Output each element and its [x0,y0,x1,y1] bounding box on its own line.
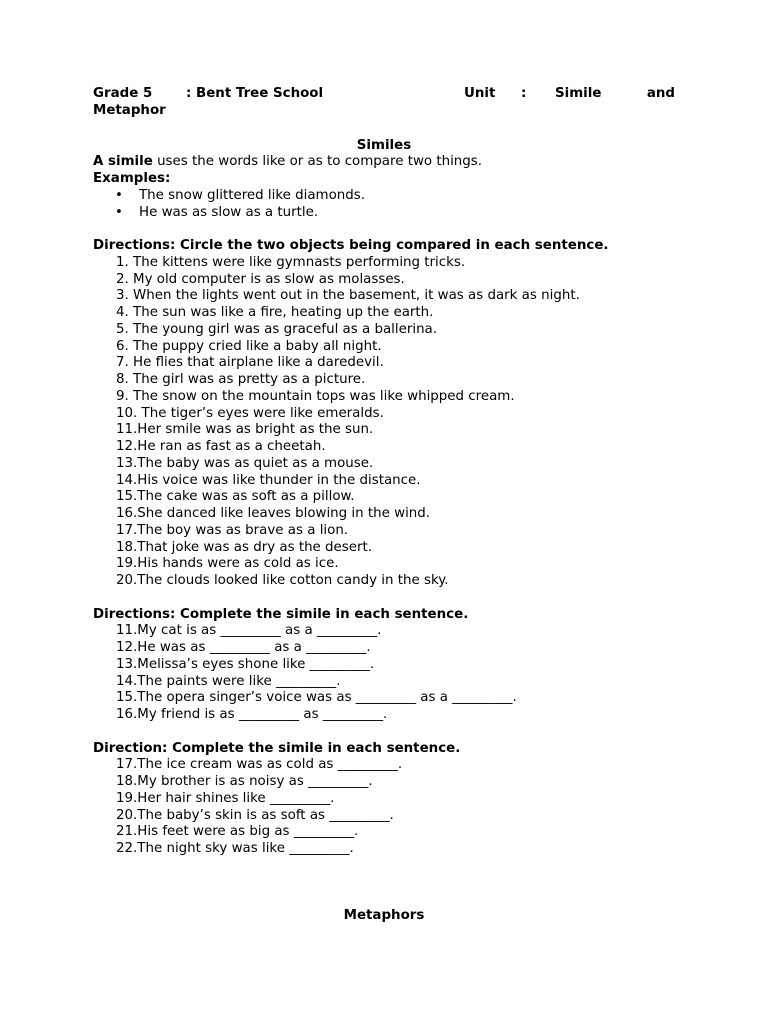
example-text: The snow glittered like diamonds. [139,187,366,203]
directions-complete-2: Direction: Complete the simile in each sentence. [93,740,461,756]
bullet-icon: • [115,204,123,220]
list-item: 13.The baby was as quiet as a mouse. [116,455,374,471]
list-item: 13.Melissa’s eyes shone like _________. [116,656,375,672]
similes-heading: Similes [356,137,412,153]
school-name: : Bent Tree School [186,86,324,101]
example-text: He was as slow as a turtle. [139,204,319,220]
list-item: 16.She danced like leaves blowing in the wind. [116,506,431,521]
list-item: 20.The clouds looked like cotton candy in the sky. [116,573,449,588]
unit-title-word-3: Metaphor [93,102,166,118]
list-item: 18.My brother is as noisy as _________. [116,774,373,789]
simile-definition-term: A simile [93,154,153,170]
list-item: 6. The puppy cried like a baby all night. [116,338,382,354]
list-item: 16.My friend is as _________ as _________. [116,707,388,722]
metaphors-heading: Metaphors [343,907,425,923]
header-line [93,86,675,103]
examples-label: Examples: [93,171,171,186]
list-item: 3. When the lights went out in the basement, it was as dark as night. [116,288,580,304]
bullet-icon: • [115,187,123,203]
unit-title-word-2: and [646,86,675,101]
list-item: 12.He ran as fast as a cheetah. [116,439,326,454]
list-item: 17.The ice cream was as cold as _________. [116,757,403,773]
list-item: 9. The snow on the mountain tops was like whipped cream. [116,388,515,404]
example-item [93,188,675,205]
list-item: 19.Her hair shines like _________. [116,790,335,806]
list-item: 11.My cat is as _________ as a _________. [116,623,382,639]
list-item: 15.The cake was as soft as a pillow. [116,489,355,505]
list-item: 15.The opera singer’s voice was as _________ as a _________. [116,690,517,706]
list-item: 14.The paints were like _________. [116,673,341,689]
circle-objects-list [93,255,675,590]
list-item: 21.His feet were as big as _________. [116,824,359,840]
directions-circle: Directions: Circle the two objects being compared in each sentence. [93,238,609,253]
complete-simile-list-1 [93,623,675,724]
list-item: 12.He was as _________ as a _________. [116,640,371,655]
list-item: 8. The girl was as pretty as a picture. [116,372,366,387]
list-item: 22.The night sky was like _________. [116,841,354,856]
list-item: 17.The boy was as brave as a lion. [116,522,349,538]
unit-label: Unit [464,86,496,101]
simile-definition-text: uses the words like or as to compare two things. [152,154,483,170]
directions-complete-1: Directions: Complete the simile in each sentence. [93,606,469,622]
list-item: 2. My old computer is as slow as molasses. [116,271,405,287]
unit-colon: : [521,86,527,101]
list-item: 14.His voice was like thunder in the distance. [116,472,421,488]
complete-simile-list-2 [93,757,675,858]
simile-definition [93,154,675,171]
list-item: 10. The tiger’s eyes were like emeralds. [116,405,384,421]
worksheet-page [93,86,675,925]
grade-label: Grade 5 [93,86,153,101]
example-item [93,205,675,222]
list-item: 20.The baby’s skin is as soft as _________. [116,807,394,823]
examples-list [93,188,675,222]
list-item: 18.That joke was as dry as the desert. [116,539,373,555]
list-item: 4. The sun was like a fire, heating up the earth. [116,305,434,320]
list-item: 11.Her smile was as bright as the sun. [116,422,374,438]
list-item: 1. The kittens were like gymnasts performing tricks. [116,254,466,270]
list-item: 5. The young girl was as graceful as a ballerina. [116,321,438,337]
list-item: 19.His hands were as cold as ice. [116,556,339,572]
unit-title-word-1: Simile [555,86,602,101]
list-item: 7. He flies that airplane like a daredevil. [116,355,384,371]
